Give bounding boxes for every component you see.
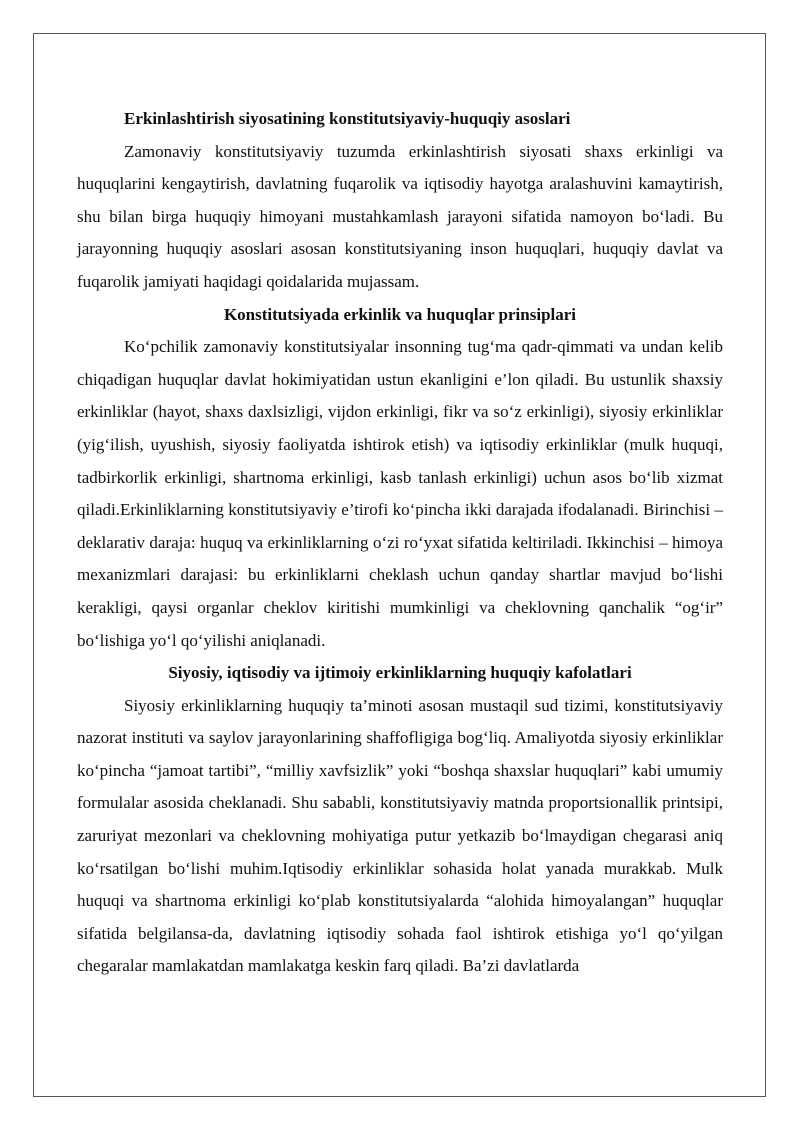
document-body xyxy=(77,103,723,983)
paragraph-guarantees: Siyosiy erkinliklarning huquqiy ta’minoti asosan mustaqil sud tizimi, konstitutsiyaviy nazorat instituti va saylov jarayonlarining shaffofligiga bog‘liq. Amaliyotda siyosiy erkinliklar ko‘pincha “jamoat tartibi”, “milliy xavfsizlik” yoki “boshqa shaxslar huquqlari” kabi umumiy formulalar asosida cheklanadi. Shu sababli, konstitutsiyaviy matnda proportsionallik printsipi, zaruriyat mezonlari va cheklovning mohiyatiga putur yetkazib bo‘lmaydigan chegarasi aniq ko‘rsatilgan bo‘lishi muhim.Iqtisodiy erkinliklar sohasida holat yanada murakkab. Mulk huquqi va shartnoma erkinligi ko‘plab konstitutsiyalarda “alohida himoyalangan” huquqlar sifatida belgilansa-da, davlatning iqtisodiy sohada faol ishtirok etishiga yo‘l qo‘yilgan chegaralar mamlakatdan mamlakatga keskin farq qiladi. Ba’zi davlatlarda xyxy=(77,695,723,976)
paragraph-intro: Zamonaviy konstitutsiyaviy tuzumda erkinlashtirish siyosati shaxs erkinligi va huquqlarini kengaytirish, davlatning fuqarolik va iqtisodiy hayotga aralashuvini kamaytirish, shu bilan birga huquqiy himoyani mustahkamlash jarayoni sifatida namoyon bo‘ladi. Bu jarayonning huquqiy asoslari asosan konstitutsiyaning inson huquqlari, huquqiy davlat va fuqarolik jamiyati haqidagi qoidalarida mujassam. xyxy=(77,141,723,291)
main-heading: Erkinlashtirish siyosatining konstitutsiyaviy-huquqiy asoslari xyxy=(124,109,571,128)
section-heading-guarantees: Siyosiy, iqtisodiy va ijtimoiy erkinliklarning huquqiy kafolatlari xyxy=(168,663,632,683)
section-heading-principles: Konstitutsiyada erkinlik va huquqlar prinsiplari xyxy=(223,304,577,324)
paragraph-principles: Ko‘pchilik zamonaviy konstitutsiyalar insonning tug‘ma qadr-qimmati va undan kelib chiqadigan huquqlar davlat hokimiyatidan ustun ekanligini e’lon qiladi. Bu ustunlik shaxsiy erkinliklar (hayot, shaxs daxlsizligi, vijdon erkinligi, fikr va so‘z erkinligi), siyosiy erkinliklar (yig‘ilish, uyushish, siyosiy faoliyatda ishtirok etish) va iqtisodiy erkinliklar (mulk huquqi, tadbirkorlik erkinligi, shartnoma erkinligi, kasb tanlash erkinligi) uchun asos bo‘lib xizmat qiladi.Erkinliklarning konstitutsiyaviy e’tirofi ko‘pincha ikki darajada ifodalanadi. Birinchisi – deklarativ daraja: huquq va erkinliklarning o‘zi ro‘yxat sifatida keltiriladi. Ikkinchisi – himoya mexanizmlari darajasi: bu erkinliklarni cheklash uchun qanday shartlar mavjud bo‘lishi kerakligi, qaysi organlar cheklov kiritishi mumkinligi va cheklovning qanchalik “og‘ir” bo‘lishiga yo‘l qo‘yilishi aniqlanadi. xyxy=(77,337,723,650)
